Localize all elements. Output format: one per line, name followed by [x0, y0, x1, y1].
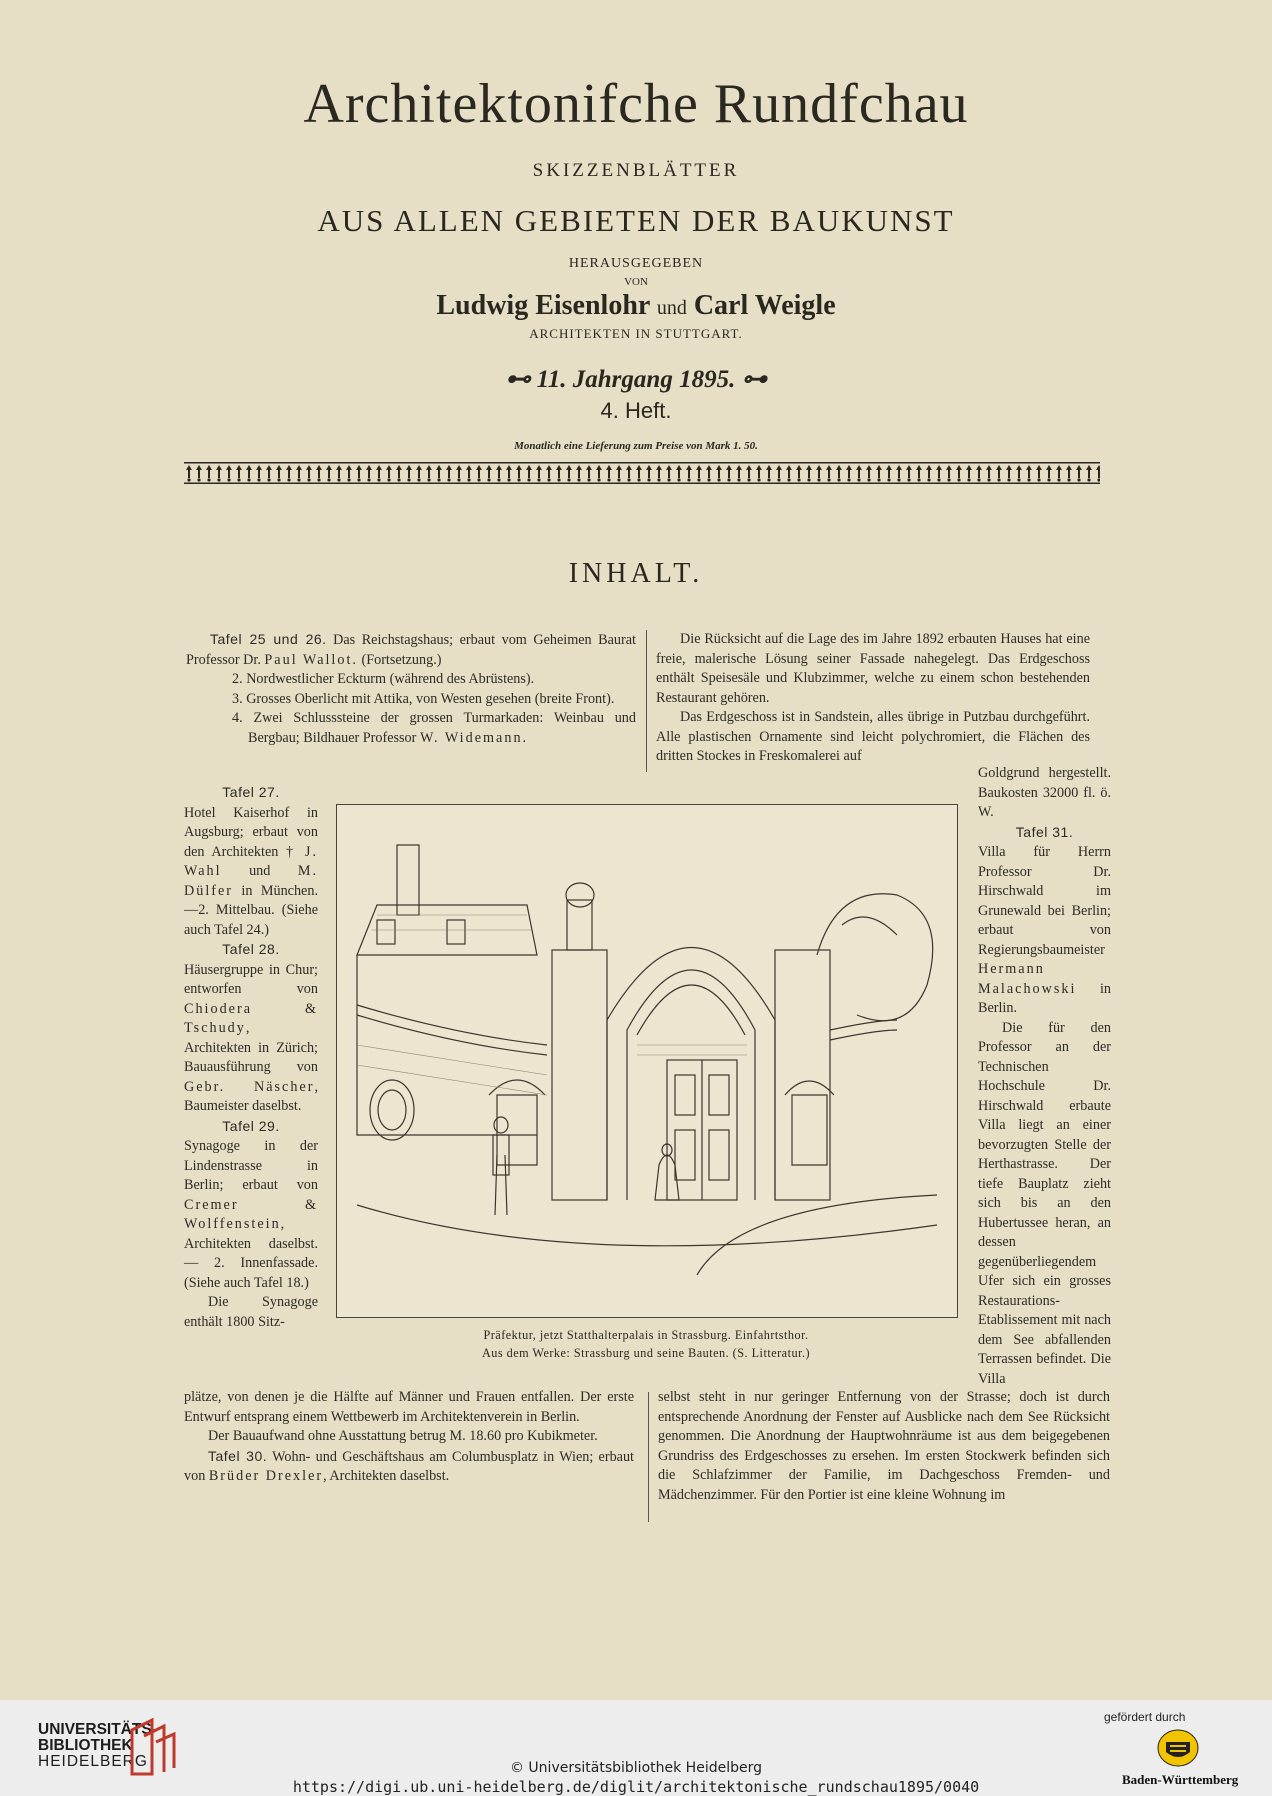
entry-3: 3. Grosses Oberlicht mit Attika, von Westen gesehen (breite Front). — [232, 690, 615, 707]
bw-wordmark: Baden-Württemberg — [1122, 1772, 1239, 1787]
widemann-name: W. Widemann. — [419, 729, 529, 746]
tafel-30-heading: Tafel 30. — [208, 1447, 268, 1464]
gefoerdert-label: gefördert durch — [1104, 1710, 1186, 1724]
tafel-31-text — [978, 843, 1111, 1019]
herausgegeben-label: HERAUSGEGEBEN — [568, 256, 704, 271]
text-bottom-left — [184, 1388, 634, 1487]
tafel-31-a: Villa für Herrn Professor Dr. Hirschwald im Grunewald bei Berlin; erbaut von Regierungsbaumeister — [978, 844, 1111, 958]
baukosten-text: Goldgrund hergestellt. Baukosten 32000 fl. ö. W. — [978, 765, 1111, 820]
editor-weigle: Carl Weigle — [693, 290, 836, 321]
tafel-29-text — [184, 1137, 318, 1293]
ornamental-border — [184, 462, 1100, 484]
tafel-30-b: , Architekten daselbst. — [323, 1468, 450, 1484]
price-line: Monatlich eine Lieferung zum Preise von Mark 1. 50. — [514, 440, 758, 452]
cremer-name: Cremer & Wolffenstein — [184, 1196, 318, 1232]
entry-4 — [186, 709, 636, 748]
tafel-29-b: , Architekten daselbst. — 2. Innenfassade. (Siehe auch Tafel 18.) — [184, 1216, 318, 1291]
gate-drawing — [337, 805, 957, 1317]
malachowski-name: Hermann Malachowski — [978, 961, 1077, 997]
tafel-28-c: , Baumeister daselbst. — [184, 1078, 318, 1114]
tafel-28-text — [184, 961, 318, 1117]
synagoge-continued: plätze, von denen je die Hälfte auf Männer und Frauen entfallen. Der erste Entwurf entsprang einem Wettbewerb im Architektenverein in Berlin. — [184, 1389, 634, 1425]
subtitle-skizzenblaetter: SKIZZENBLÄTTER — [532, 160, 740, 181]
paragraph-sandstein: Das Erdgeschoss ist in Sandstein, alles übrige in Putzbau durchgeführt. Alle plastischen Ornamente sind leicht polychromiert, die Flächen des dritten Stockes in Freskomalerei auf — [656, 709, 1090, 764]
tafel-28-heading: Tafel 28. — [222, 941, 280, 957]
tafel-30-a: Wohn- und Geschäftshaus am Columbusplatz in Wien; erbaut von — [184, 1448, 634, 1484]
tafel-28-a: Häusergruppe in Chur; entworfen von — [184, 961, 318, 997]
architekten-line: ARCHITEKTEN IN STUTTGART. — [529, 326, 743, 341]
tafel-25-end: (Fortsetzung.) — [357, 651, 442, 668]
wallot-name: Paul Wallot. — [264, 651, 358, 668]
heft-number: 4. Heft. — [600, 398, 672, 423]
tafel-29-heading: Tafel 29. — [222, 1117, 280, 1134]
tafel-27-text — [184, 804, 318, 941]
copyright-line: © Universitätsbibliothek Heidelberg — [509, 1760, 762, 1776]
bw-coat-of-arms-icon — [1156, 1726, 1200, 1770]
wahl-name: J. Wahl — [184, 843, 318, 879]
tafel-25-text: Das Reichstagshaus; erbaut vom Geheimen Baurat Professor Dr. — [186, 632, 636, 668]
synagoge-sitz: Die Synagoge enthält 1800 Sitz- — [184, 1294, 318, 1330]
duelfer-name: M. Dülfer — [184, 863, 318, 899]
column-divider — [646, 630, 647, 772]
tafel-27-c: in München.—2. Mittelbau. (Siehe auch Tafel 24.) — [184, 882, 318, 938]
villa-continued: selbst steht in nur geringer Entfernung von der Strasse; doch ist durch entsprechende Anordnung der Fenster auf Ausblicke nach dem See Rücksicht genommen. Die Anordnung der Hauptwohnräume ist aus dem beigegebenen Grundriss des Erdgeschosses zu ersehen. Im ersten Stockwerk befinden sich die Schlafzimmer der Familie, im Dachgeschoss Fremden- und Mädchenzimmer. Für den Portier ist eine kleine Wohnung im — [658, 1389, 1110, 1503]
editors — [0, 290, 1272, 322]
tafel-31-b: in Berlin. — [978, 980, 1111, 1016]
caption-line-1: Präfektur, jetzt Statthalterpalais in Strassburg. Einfahrtsthor. — [483, 1328, 809, 1342]
column-divider-bottom — [648, 1392, 649, 1522]
tafel-27-heading: Tafel 27. — [222, 784, 280, 800]
editor-eisenlohr: Ludwig Eisenlohr — [436, 290, 650, 321]
right-narrow-column — [978, 764, 1111, 1389]
subtitle-baukunst: AUS ALLEN GEBIETEN DER BAUKUNST — [317, 203, 955, 238]
entry-4-text: 4. Zwei Schlusssteine der grossen Turmarkaden: Weinbau und Bergbau; Bildhauer Professor — [232, 710, 636, 746]
paragraph-lage: Die Rücksicht auf die Lage des im Jahre 1892 erbauten Hauses hat eine freie, malerische Lösung seiner Fassade nahegelegt. Das Erdgeschoss enthält Speisesäle und Klubzimmer, welche zu einem schon bestehenden Restaurant gehören. — [656, 631, 1090, 706]
tafel-27-b: und — [221, 863, 298, 879]
villa-paragraph: Die für den Professor an der Technischen Hochschule Dr. Hirschwald erbaute Villa liegt an einer bevorzugten Stelle der Herthastrasse. Der tiefe Bauplatz zieht sich bis an den Hubertussee heran, an dessen gegenüberliegendem Ufer sich ein grosses Restaurations-Etablissement mit nach dem See abfallenden Terrassen befindet. Die Villa — [978, 1019, 1111, 1387]
journal-title: Architektonifche Rundfchau — [303, 73, 969, 135]
drexler-name: Brüder Drexler — [208, 1468, 324, 1484]
entries-tafel-25-26 — [186, 630, 636, 748]
text-bottom-right — [658, 1388, 1110, 1505]
entry-2: 2. Nordwestlicher Eckturm (während des Abrüstens). — [232, 671, 535, 687]
ub-line-3: HEIDELBERG — [38, 1753, 148, 1770]
text-top-right — [656, 630, 1090, 767]
tafel-25-heading: Tafel 25 und 26. — [210, 631, 327, 647]
left-narrow-column — [184, 783, 318, 1332]
tafel-31-heading: Tafel 31. — [1015, 823, 1074, 840]
naescher-name: Gebr. Näscher — [184, 1078, 315, 1095]
chiodera-name: Chiodera & Tschudy — [184, 1000, 318, 1036]
ub-line-1: UNIVERSITÄTS- — [38, 1721, 157, 1738]
tafel-27-a: Hotel Kaiserhof in Augsburg; erbaut von den Architekten † — [184, 804, 318, 860]
illustration-praefektur — [336, 804, 958, 1318]
source-url[interactable]: https://digi.ub.uni-heidelberg.de/diglit/architektonische_rundschau1895/0040 — [292, 1778, 980, 1796]
und-label: und — [656, 297, 687, 319]
tafel-29-a: Synagoge in der Lindenstrasse in Berlin; erbaut von — [184, 1138, 318, 1193]
caption-line-2: Aus dem Werke: Strassburg und seine Bauten. (S. Litteratur.) — [481, 1346, 811, 1360]
tafel-28-b: , Architekten in Zürich; Bauausführung von — [184, 1020, 318, 1075]
bauaufwand: Der Bauaufwand ohne Ausstattung betrug M. 18.60 pro Kubikmeter. — [208, 1428, 598, 1444]
jahrgang: ⊷ 11. Jahrgang 1895. ⊶ — [505, 366, 767, 393]
inhalt-heading: INHALT. — [568, 558, 704, 589]
illustration-caption — [336, 1326, 956, 1362]
ub-line-2: BIBLIOTHEK — [38, 1737, 133, 1754]
von-label: VON — [624, 276, 648, 288]
